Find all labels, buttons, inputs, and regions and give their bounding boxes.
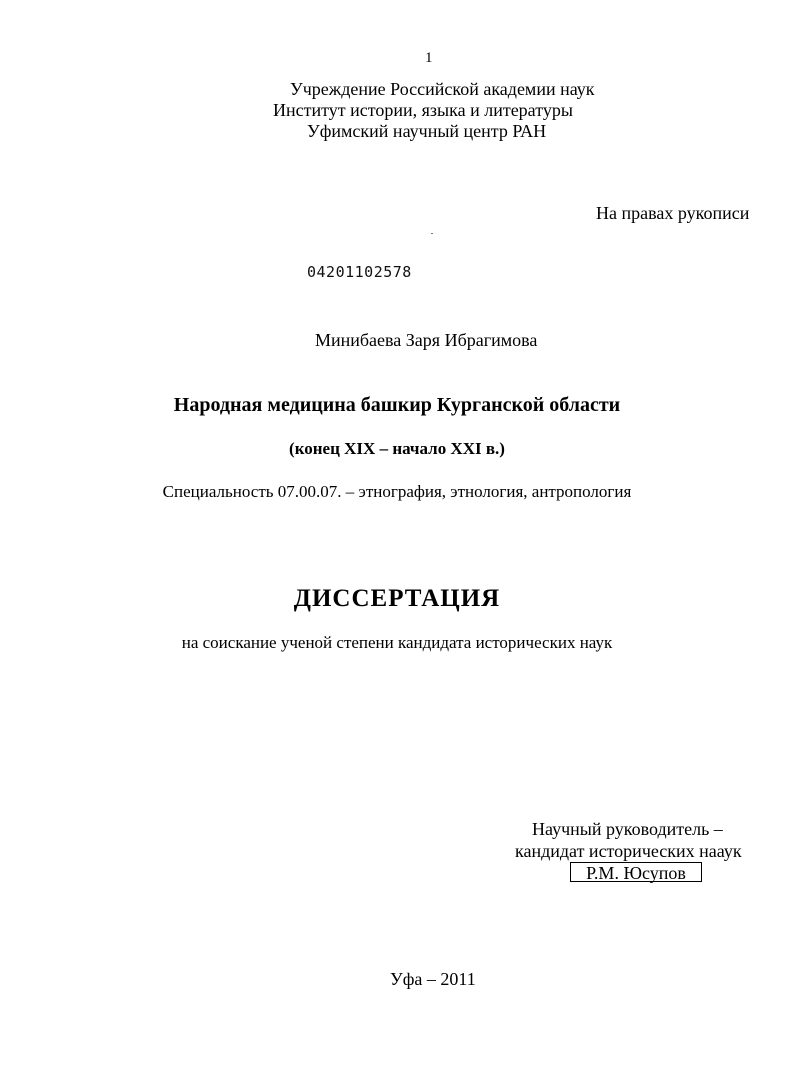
institution-line-institute: Институт истории, языка и литературы <box>273 100 573 120</box>
library-shelf-number: 04201102578 <box>307 263 412 281</box>
dissertation-subtitle: (конец XIX – начало XXI в.) <box>289 439 505 458</box>
institution-line-center: Уфимский научный центр РАН <box>307 121 547 141</box>
supervisor-name: Р.М. Юсупов <box>570 862 702 882</box>
supervisor-degree: кандидат исторических нааук <box>515 841 742 861</box>
degree-line: на соискание ученой степени кандидата исторических наук <box>181 633 613 652</box>
city-year: Уфа – 2011 <box>390 969 476 989</box>
dissertation-title: Народная медицина башкир Курганской области <box>173 394 621 416</box>
page-number: 1 <box>425 50 433 66</box>
specialty-line: Специальность 07.00.07. – этнография, этнология, антропология <box>162 482 632 501</box>
institution-line-academy: Учреждение Российской академии наук <box>290 79 595 99</box>
author-name: Минибаева Заря Ибрагимова <box>315 330 538 350</box>
supervisor-role: Научный руководитель – <box>532 819 723 839</box>
document-type-heading: ДИССЕРТАЦИЯ <box>293 585 501 612</box>
manuscript-rights-note: На правах рукописи <box>596 203 750 223</box>
scan-speck <box>431 233 433 234</box>
